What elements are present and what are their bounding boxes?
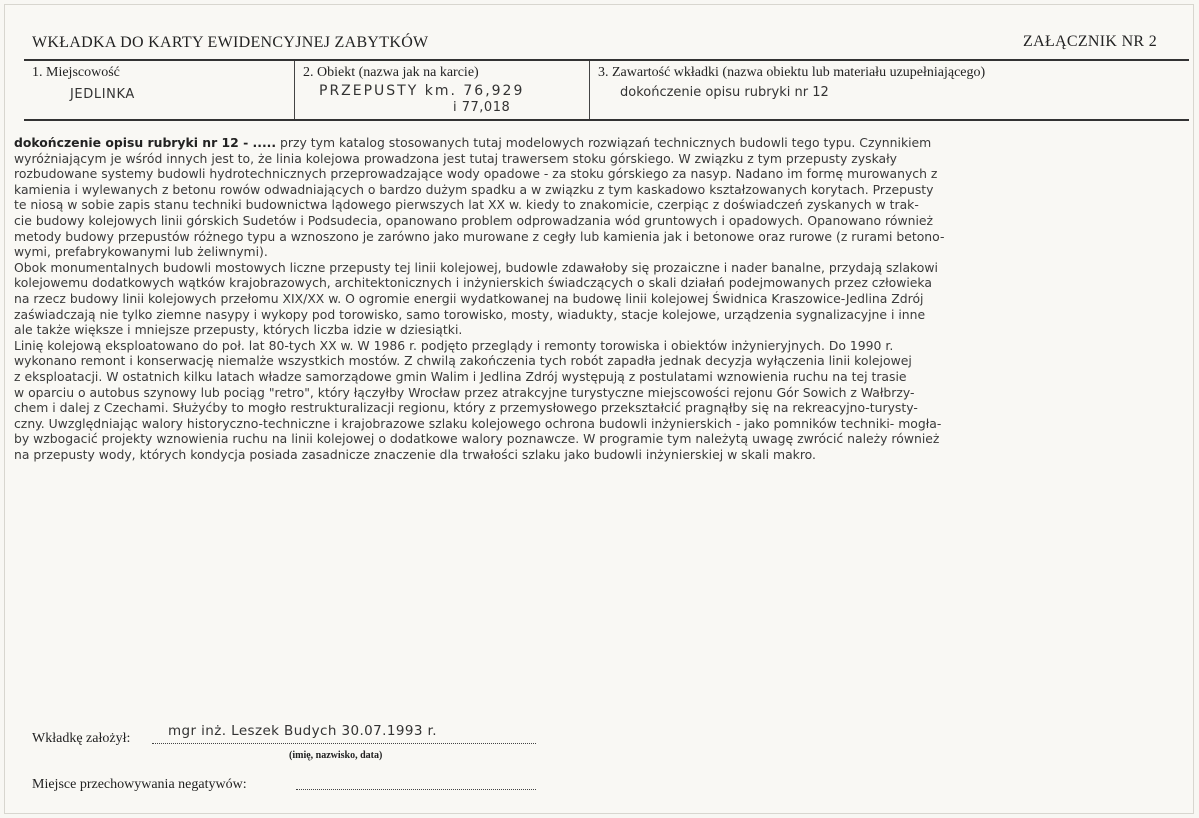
text-line: z eksploatacji. W ostatnich kilku latach władze samorządowe gmin Walim i Jedlina Zdrój występują z postulatami wznowienia ruchu na tej trasie [14, 368, 907, 384]
text-line: by wzbogacić projekty wznowienia ruchu na linii kolejowej o dodatkowe walory poznawcze. W programie tym należytą uwagę zwrócić należy również [14, 431, 940, 447]
text-line: chem i dalej z Czechami. Służyćby to mogło restrukturalizacji regionu, który z przemysłowego przekształcić pragnąłby się na rekreacyjno-turysty- [14, 400, 918, 416]
attachment-number: ZAŁĄCZNIK NR 2 [1023, 33, 1157, 50]
author-dotted-line [152, 743, 536, 744]
content-value: dokończenie opisu rubryki nr 12 [620, 85, 829, 100]
text-line: wykonano remont i konserwację niemalże wszystkich mostów. Z chwilą zakończenia tych robót zapadła jednak decyzja wyłączenia linii kolejowej [14, 353, 912, 369]
text-line: rozbudowane systemy budowli hydrotechnicznych przeprowadzające wody opadowe - za stoku górskiego za nasyp. Nadano im formę murowanych z [14, 166, 938, 182]
object-label: 2. Obiekt (nazwa jak na karcie) [303, 65, 479, 80]
page-title: WKŁADKA DO KARTY EWIDENCYJNEJ ZABYTKÓW [32, 34, 429, 51]
author-label: Wkładkę założył: [32, 731, 131, 746]
object-value-line2: i 77,018 [453, 100, 511, 115]
text-line: Linię kolejową eksploatowano do poł. lat 80-tych XX w. W 1986 r. podjęto przeglądy i remonty torowiska i obiektów inżynieryjnych. Do 1990 r. [14, 337, 894, 353]
text-line: kolejowemu dodatkowych wątków krajobrazowych, architektonicznych i inżynierskich świadczących o skali działań podejmowanych przez człowieka [14, 275, 932, 291]
text-line-0: dokończenie opisu rubryki nr 12 - ..... przy tym katalog stosowanych tutaj modelowych rozwiązań technicznych budowli tego typu. Czynnikiem [14, 135, 932, 150]
text-line: wymi, prefabrykowanymi lub żeliwnymi). [14, 244, 268, 260]
text-line: wyróżniającym je wśród innych jest to, że linia kolejowa prowadzona jest tutaj trawersem stoku górskiego. W związku z tym przepusty zyskały [14, 150, 897, 166]
negatives-dotted-line [296, 789, 536, 790]
text-line: czny. Uwzględniając walory historyczno-techniczne i krajobrazowe szlaku kolejowego ochrona budowli inżynierskich - jako pomników techniki- mogła- [14, 415, 942, 431]
lead-text: dokończenie opisu rubryki nr 12 - ..... [14, 135, 277, 150]
author-value: mgr inż. Leszek Budych 30.07.1993 r. [168, 723, 437, 739]
field-row [24, 61, 1189, 121]
text-line: metody budowy przepustów różnego typu a wznoszono je zarówno jako murowane z cegły lub kamienia jak i betonowe oraz rurowe (z rurami betono- [14, 228, 945, 244]
text-line: kamienia i wylewanych z betonu rowów odwadniających o bardzo dużym spadku a w związku z tym kaskadowo kształzowanych korytach. Przepusty [14, 181, 934, 197]
text-line: zaświadczają nie tylko ziemne nasypy i wykopy pod torowisko, samo torowisko, mosty, wiadukty, stacje kolejowe, urządzenia sygnalizacyjne i inne [14, 306, 926, 322]
text-line: ale także większe i mniejsze przepusty, których liczba idzie w dziesiątki. [14, 322, 463, 338]
author-caption: (imię, nazwisko, data) [289, 750, 383, 761]
object-field [295, 61, 590, 119]
text-line: w oparciu o autobus szynowy lub pociąg "retro", który łączyłby Wrocław przez atrakcyjne turystyczne miejscowości rejonu Gór Sowich z Wałbrzy- [14, 384, 915, 400]
content-label: 3. Zawartość wkładki (nazwa obiektu lub materiału uzupełniającego) [598, 65, 986, 80]
text-line: cie budowy kolejowych linii górskich Sudetów i Podsudecia, opanowano problem odprowadzania wód gruntowych i opadowych. Opanowano również [14, 212, 934, 228]
text-line: na rzecz budowy linii kolejowych przełomu XIX/XX w. O ogromie energii wydatkowanej na budowę linii kolejowej Świdnica Kraszowice-Jedlina Zdrój [14, 290, 924, 306]
place-field [24, 61, 295, 119]
content-field [590, 61, 1189, 119]
negatives-label: Miejsce przechowywania negatywów: [32, 777, 247, 792]
object-value-line1: PRZEPUSTY km. 76,929 [319, 83, 525, 99]
description-text [14, 135, 1179, 462]
place-label: 1. Miejscowość [32, 65, 120, 80]
place-value: JEDLINKA [70, 87, 135, 102]
text-line: te niosą w sobie zapis stanu techniki budownictwa lądowego pierwszych lat XX w. kiedy to znakomicie, czerpiąc z doświadczeń zyskanych w trak- [14, 197, 919, 213]
text-line: Obok monumentalnych budowli mostowych liczne przepusty tej linii kolejowej, budowle zdawałoby się prozaiczne i nader banalne, przydają szlakowi [14, 259, 938, 275]
text-line: na przepusty wody, których kondycja posiada zasadnicze znaczenie dla trwałości szlaku jako budowli inżynierskiej w skali makro. [14, 446, 816, 462]
